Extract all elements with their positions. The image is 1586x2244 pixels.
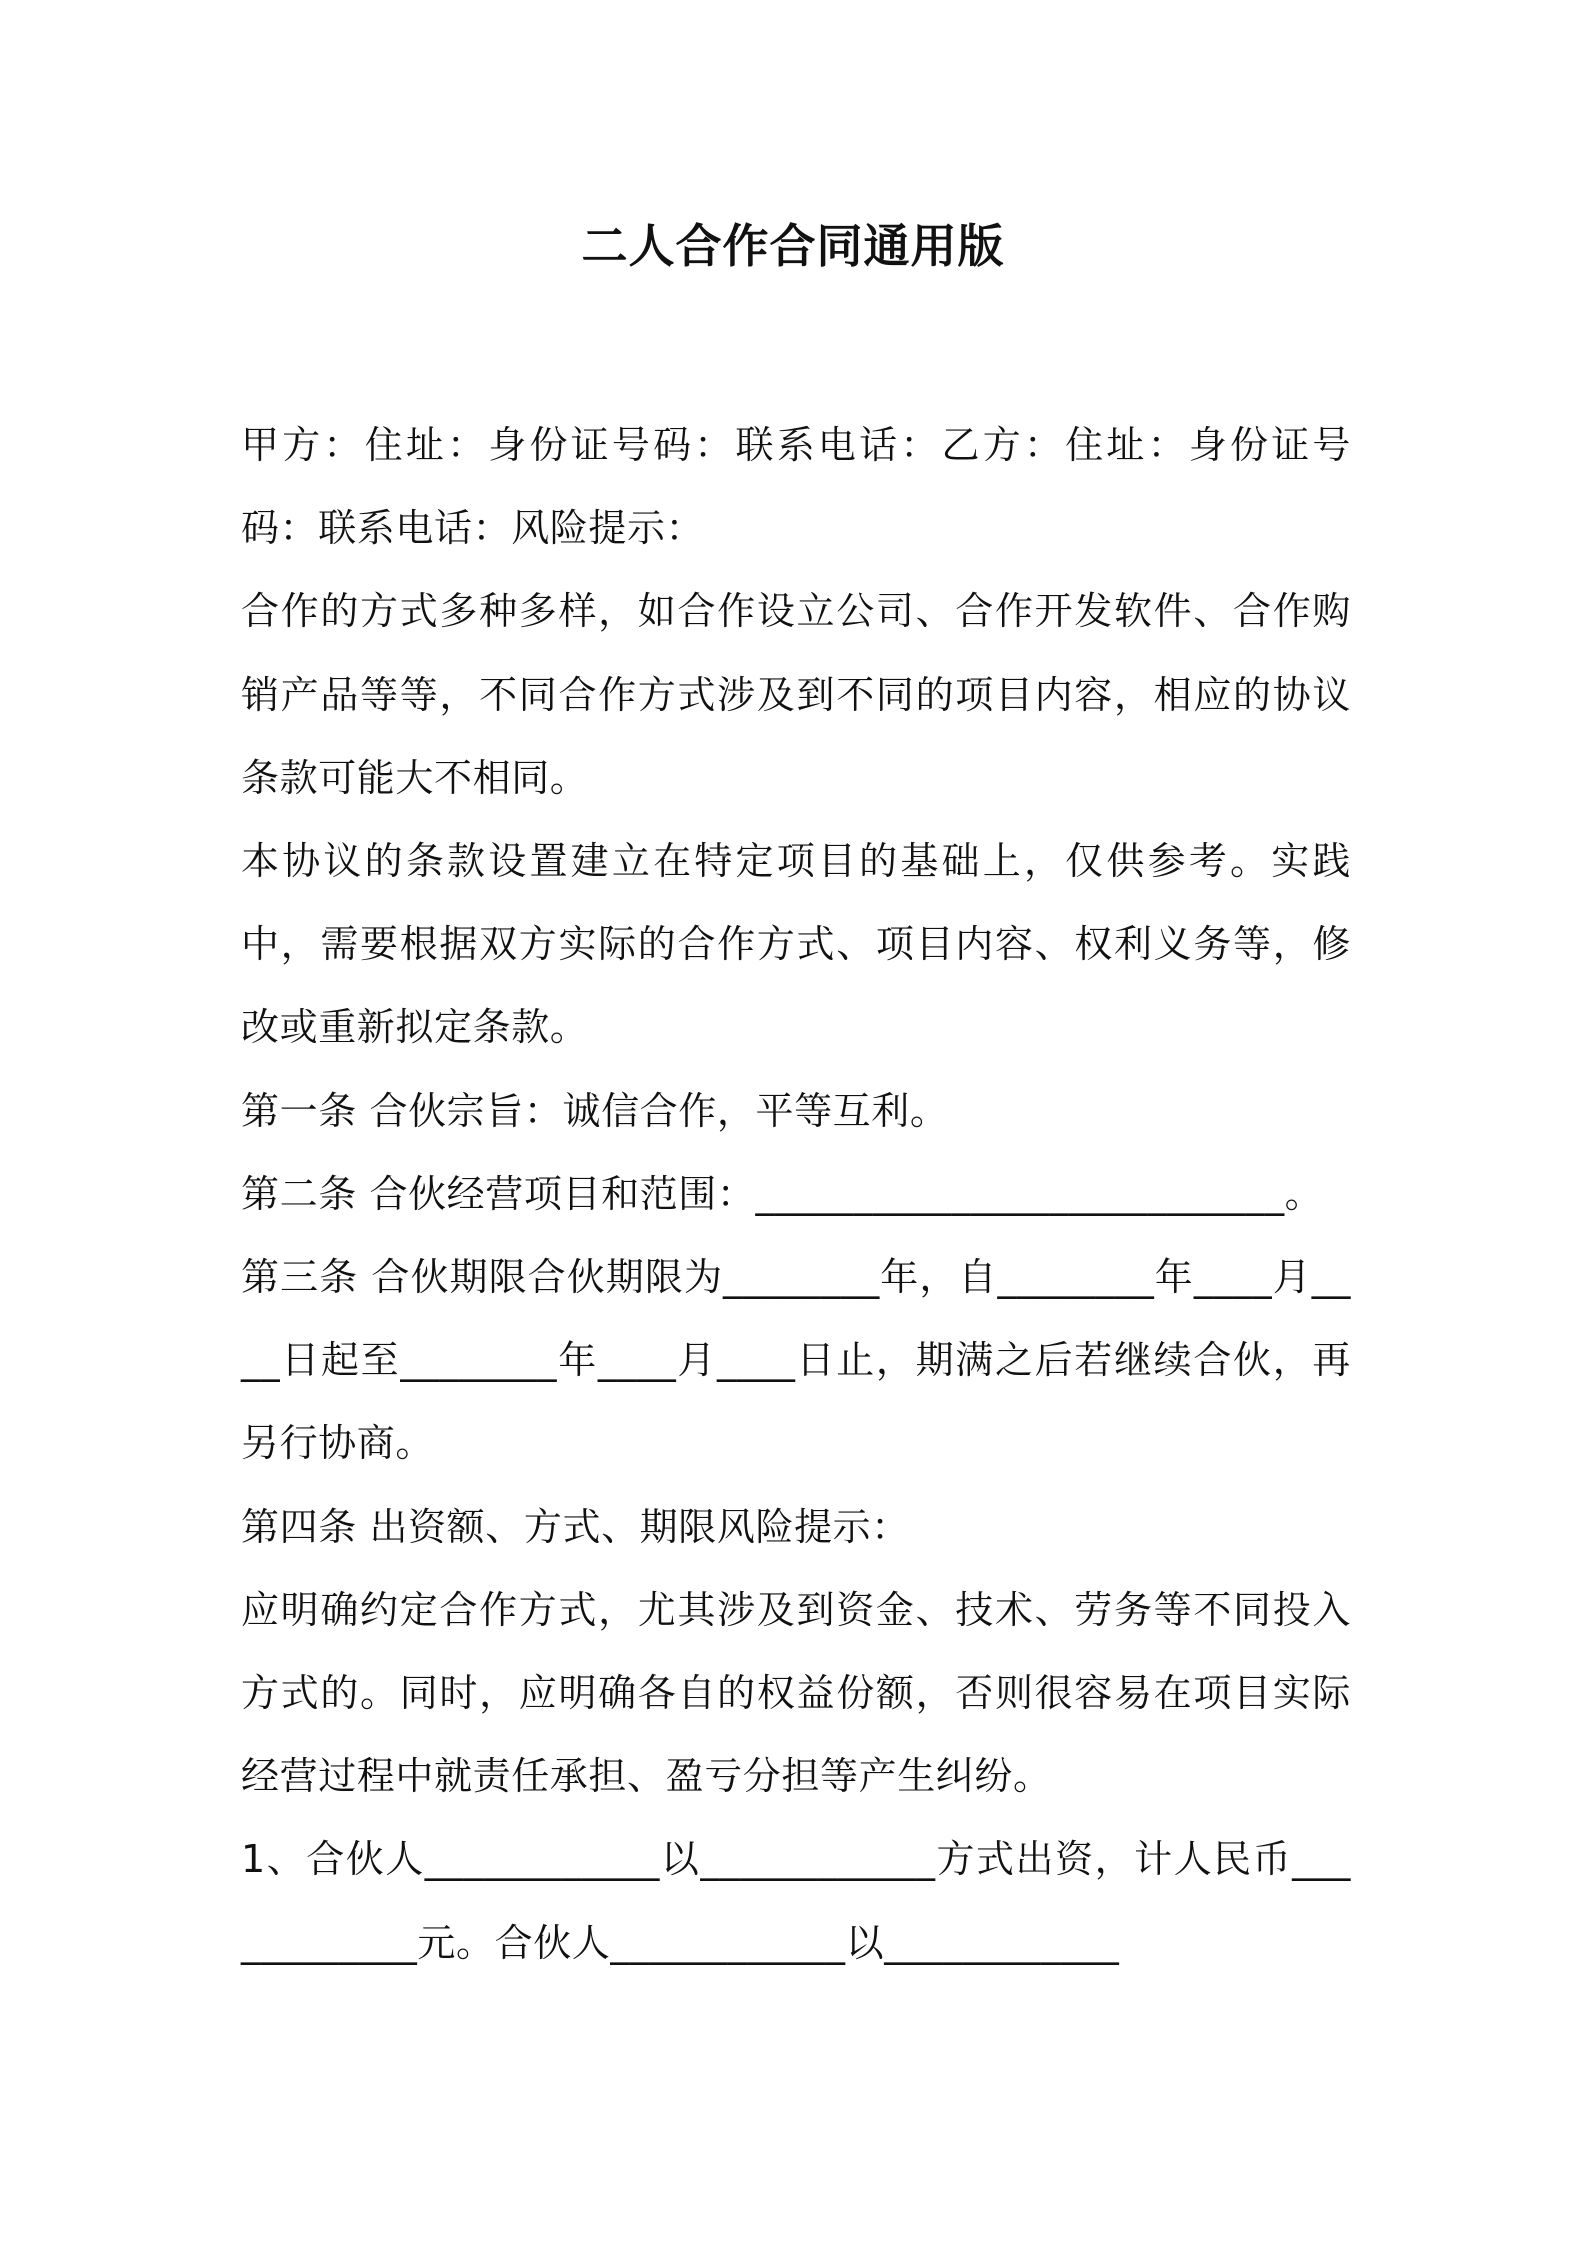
- article-1: 第一条 合伙宗旨：诚信合作，平等互利。: [241, 1088, 949, 1133]
- paragraph-risk-note-2: 本协议的条款设置建立在特定项目的基础上，仅供参考。实践中，需要根据双方实际的合作方式、项目内容、权利义务等，修改或重新拟定条款。: [241, 839, 1351, 1050]
- document-title: 二人合作合同通用版: [581, 219, 1005, 273]
- document-body: [241, 404, 1351, 1985]
- article-4-heading: 第四条 出资额、方式、期限风险提示：: [241, 1504, 910, 1549]
- article-3: 第三条 合伙期限合伙期限为________年，自________年____月____日起至________年____月____日止，期满之后若继续合伙，再另行协商。: [241, 1255, 1351, 1466]
- article-4-risk-note: 应明确约定合作方式，尤其涉及到资金、技术、劳务等不同投入方式的。同时，应明确各自的权益份额，否则很容易在项目实际经营过程中就责任承担、盈亏分担等产生纠纷。: [241, 1587, 1351, 1799]
- paragraph-risk-note-1: 合作的方式多种多样，如合作设立公司、合作开发软件、合作购销产品等等，不同合作方式涉及到不同的项目内容，相应的协议条款可能大不相同。: [241, 589, 1351, 800]
- paragraph-parties: 甲方：住址：身份证号码：联系电话：乙方：住址：身份证号码：联系电话：风险提示：: [241, 423, 1351, 551]
- article-2: 第二条 合伙经营项目和范围：___________________________。: [241, 1171, 1324, 1216]
- article-4-clause-1: 1、合伙人____________以____________方式出资，计人民币____________元。合伙人____________以____________: [241, 1837, 1351, 1965]
